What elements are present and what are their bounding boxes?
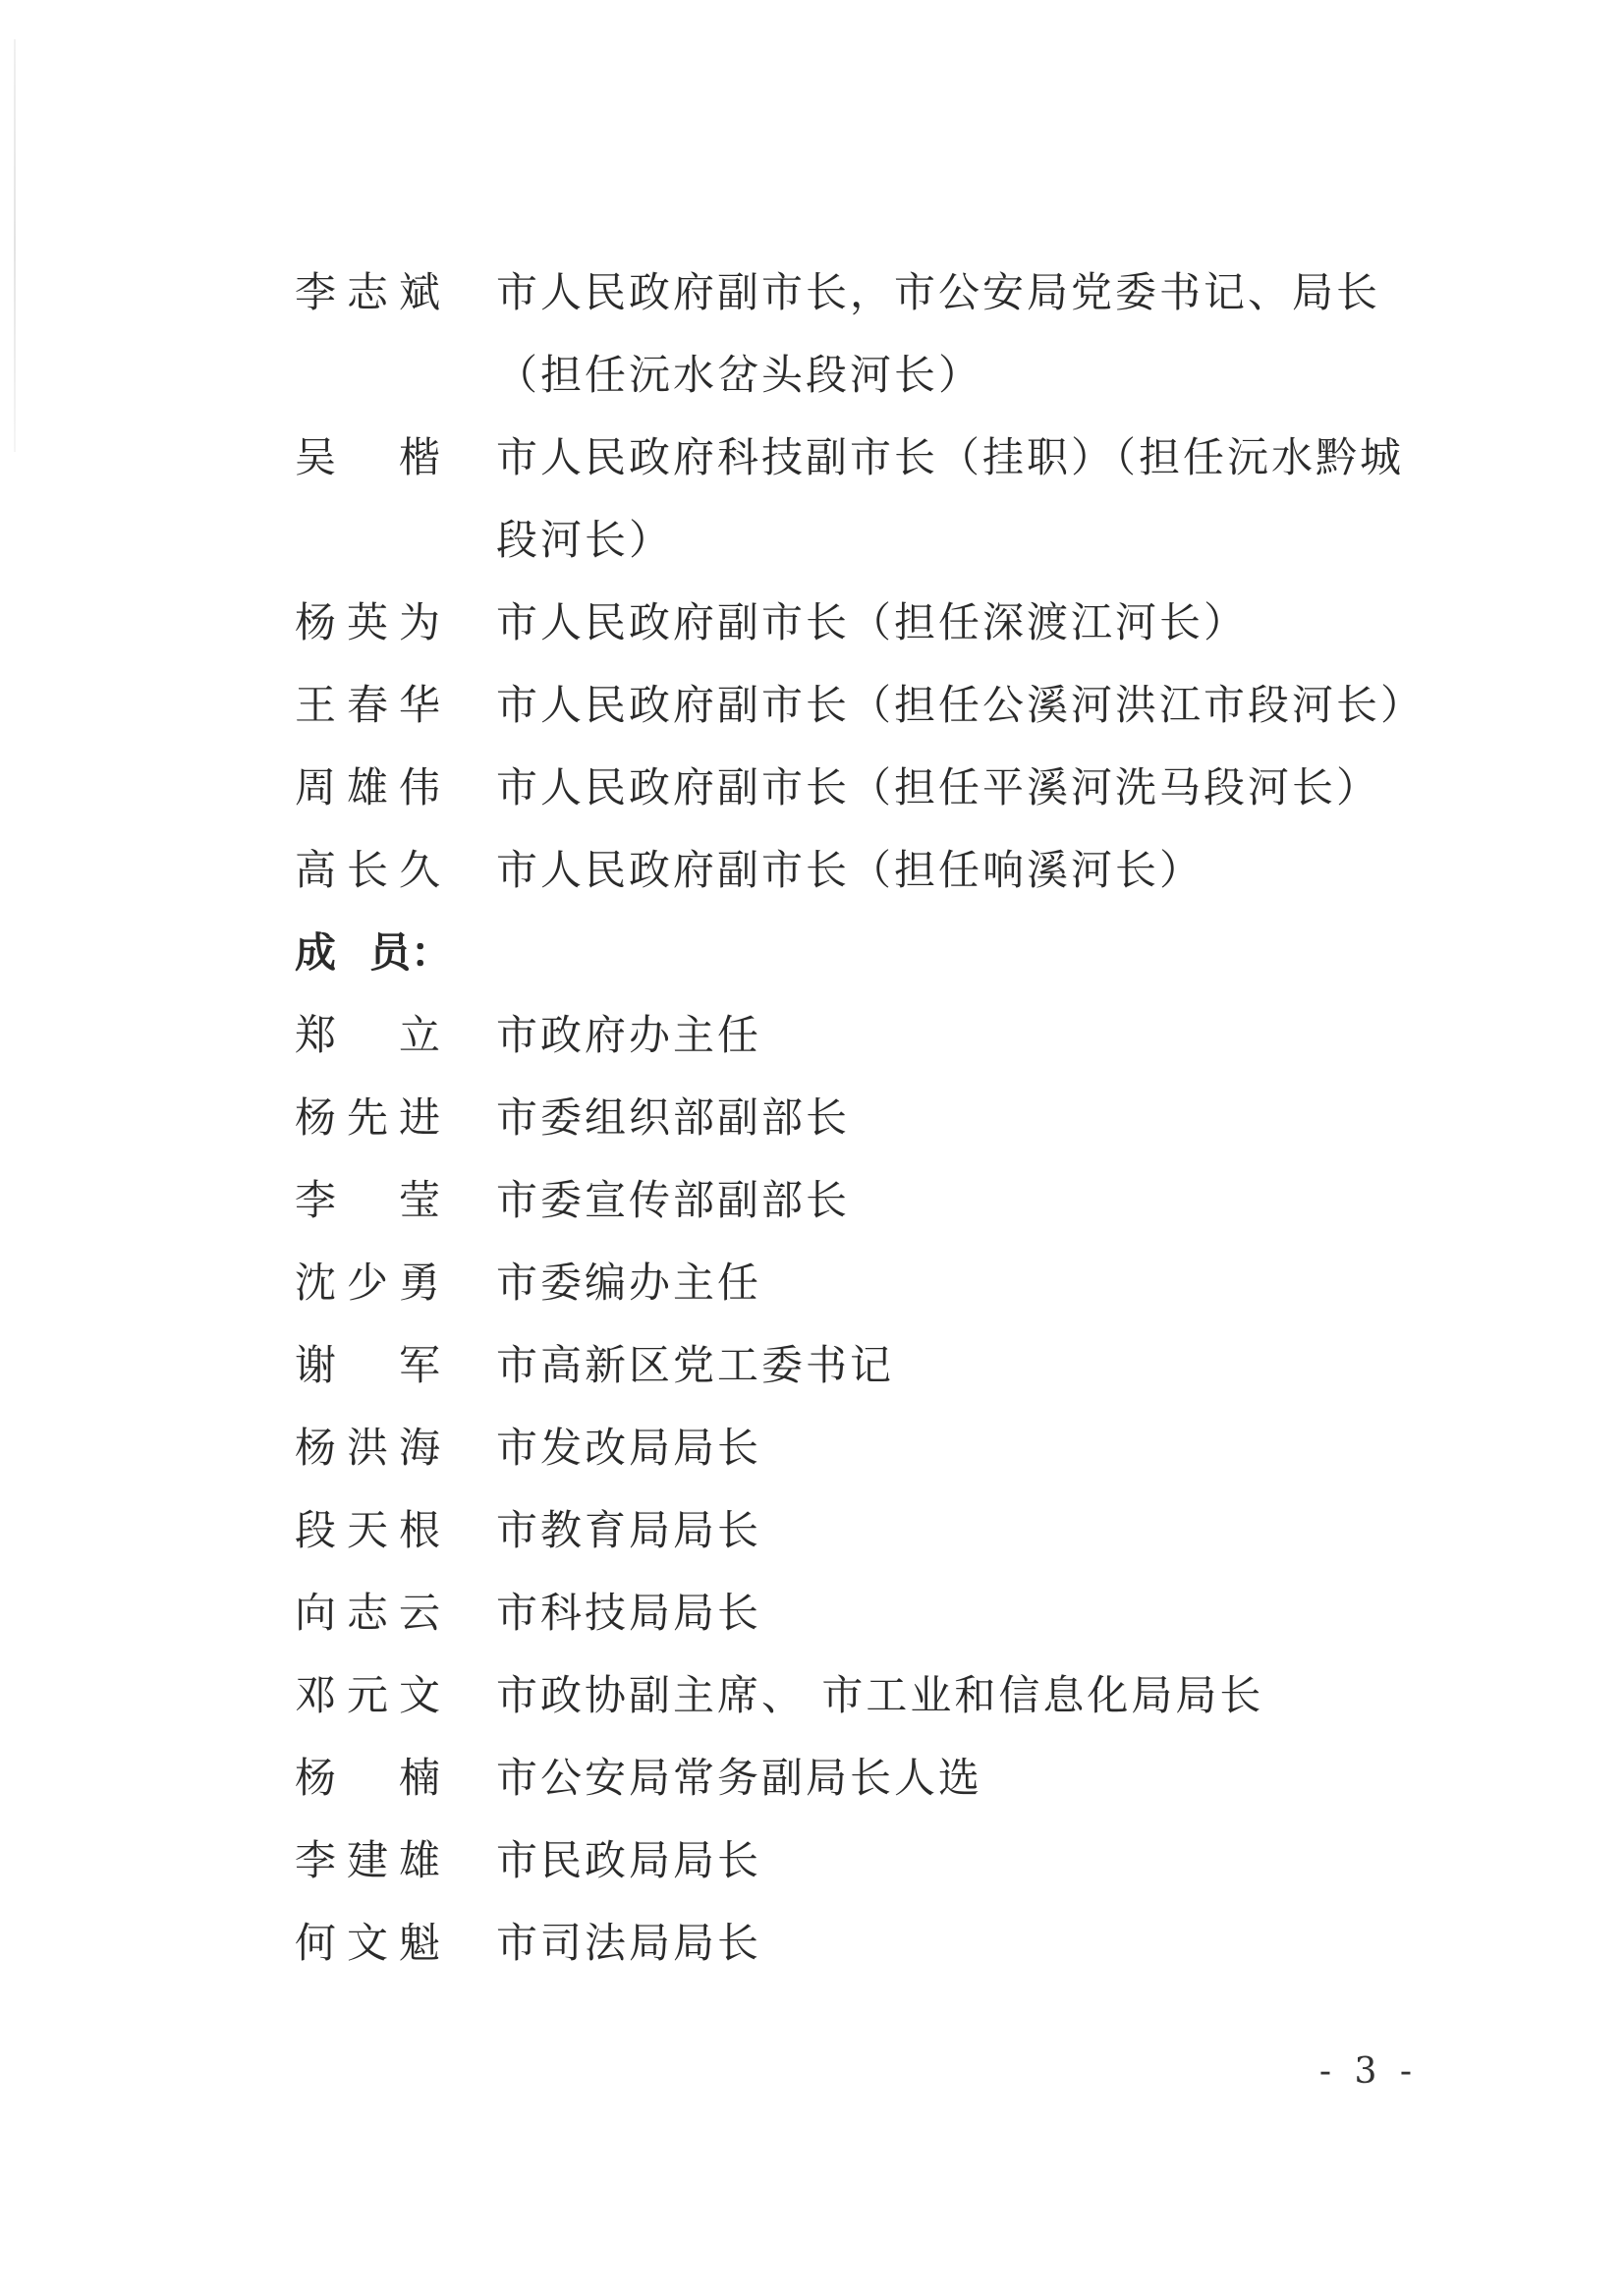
leader-desc: 市人民政府副市长，市公安局党委书记、局长（担任沅水岔头段河长） xyxy=(496,268,1381,399)
leader-name: 吴 楷 xyxy=(295,433,442,481)
leader-desc: 市人民政府副市长（担任公溪河洪江市段河长） xyxy=(496,681,1426,729)
member-desc: 市发改局局长 xyxy=(496,1424,762,1472)
leader-name: 周 雄 伟 xyxy=(295,763,442,812)
leader-name: 李 志 斌 xyxy=(295,268,442,316)
member-name: 杨 先 进 xyxy=(295,1093,442,1142)
member-name: 郑 立 xyxy=(295,1011,442,1059)
member-name: 向 志 云 xyxy=(295,1589,442,1637)
member-desc: 市司法局局长 xyxy=(496,1919,762,1967)
leader-desc: 市人民政府副市长（担任响溪河长） xyxy=(496,846,1204,894)
member-desc: 市公安局常务副局长人选 xyxy=(496,1754,983,1802)
member-name: 李 建 雄 xyxy=(295,1836,442,1884)
member-desc: 市政协副主席、 市工业和信息化局局长 xyxy=(496,1671,1264,1719)
member-name: 李 莹 xyxy=(295,1176,442,1224)
leader-name: 高 长 久 xyxy=(295,846,442,894)
member-name: 谢 军 xyxy=(295,1341,442,1389)
member-name: 杨 楠 xyxy=(295,1754,442,1802)
member-desc: 市委编办主任 xyxy=(496,1259,762,1307)
member-desc: 市委组织部副部长 xyxy=(496,1093,851,1142)
member-desc: 市高新区党工委书记 xyxy=(496,1341,895,1389)
members-title: 成 员： xyxy=(295,928,452,977)
leader-name: 杨 英 为 xyxy=(295,598,442,646)
member-name: 沈 少 勇 xyxy=(295,1259,442,1307)
member-desc: 市委宣传部副部长 xyxy=(496,1176,851,1224)
member-name: 何 文 魁 xyxy=(295,1919,442,1967)
member-desc: 市政府办主任 xyxy=(496,1011,762,1059)
member-desc: 市民政局局长 xyxy=(496,1836,762,1884)
leader-name: 王 春 华 xyxy=(295,681,442,729)
member-desc: 市教育局局长 xyxy=(496,1506,762,1554)
member-name: 段 天 根 xyxy=(295,1506,442,1554)
page-number: - 3 - xyxy=(1318,2051,1418,2092)
leader-desc: 市人民政府副市长（担任深渡江河长） xyxy=(496,598,1249,646)
leader-desc: 市人民政府科技副市长（挂职）（担任沅水黔城段河长） xyxy=(496,433,1405,564)
leader-desc: 市人民政府副市长（担任平溪河洗马段河长） xyxy=(496,763,1381,812)
member-name: 邓 元 文 xyxy=(295,1671,442,1719)
member-name: 杨 洪 海 xyxy=(295,1424,442,1472)
page-edge-shadow xyxy=(14,39,16,452)
member-desc: 市科技局局长 xyxy=(496,1589,762,1637)
